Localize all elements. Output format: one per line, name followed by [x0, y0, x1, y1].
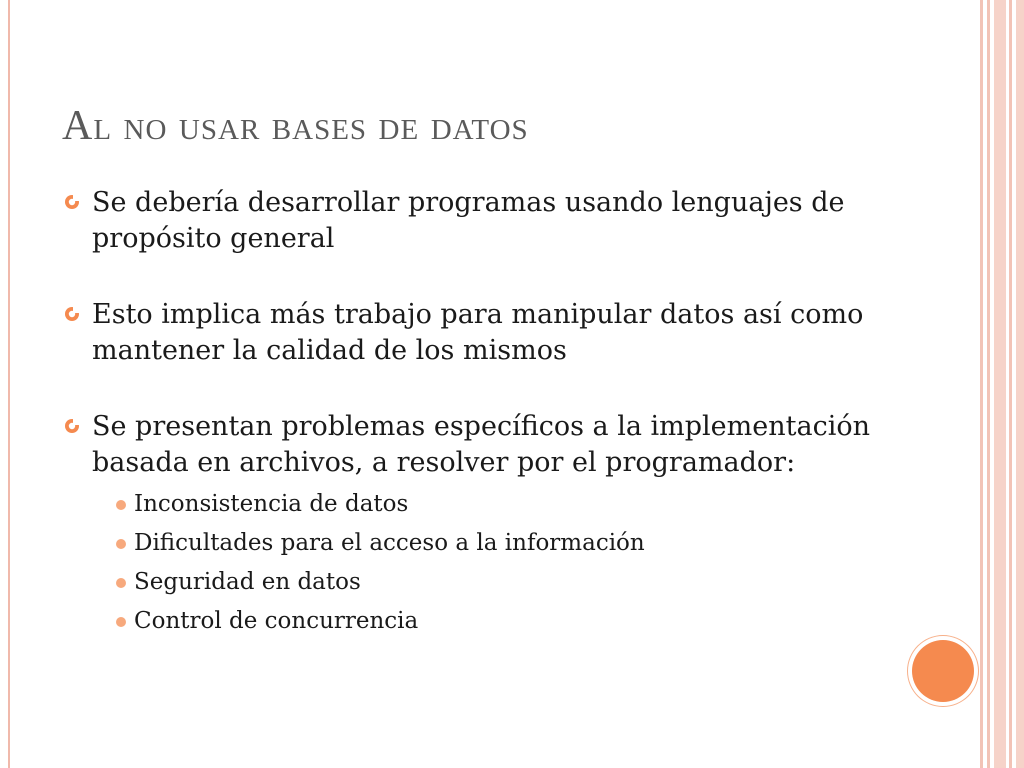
sub-list-item: [104, 563, 882, 602]
dot-bullet-icon: [116, 500, 126, 510]
sub-list-item: [104, 524, 882, 563]
bullet-item: [62, 297, 882, 369]
bullet-text: Esto implica más trabajo para manipular datos así como mantener la calidad de los mismos: [92, 299, 864, 366]
ring-bullet-icon: [64, 194, 80, 210]
sub-item-text: Dificultades para el acceso a la información: [134, 530, 645, 556]
slide-title: Al no usar bases de datos: [62, 103, 529, 149]
ring-bullet-icon: [64, 418, 80, 434]
stripe: [1009, 0, 1012, 768]
slide-content: [62, 185, 882, 641]
dot-bullet-icon: [116, 617, 126, 627]
stripe: [1016, 0, 1024, 768]
left-frame-line: [8, 0, 10, 768]
stripe: [994, 0, 1006, 768]
bullet-item: [62, 185, 882, 257]
dot-bullet-icon: [116, 539, 126, 549]
sub-item-text: Seguridad en datos: [134, 569, 361, 595]
dot-bullet-icon: [116, 578, 126, 588]
bullet-item: [62, 409, 882, 641]
bullet-text: Se presentan problemas específicos a la implementación basada en archivos, a resolver por el programador:: [92, 411, 870, 478]
sub-item-text: Control de concurrencia: [134, 608, 419, 634]
stripe: [987, 0, 990, 768]
sub-item-text: Inconsistencia de datos: [134, 491, 409, 517]
sub-list: [92, 485, 882, 641]
right-decorative-stripes: [980, 0, 1024, 768]
stripe: [980, 0, 983, 768]
bullet-text: Se debería desarrollar programas usando lenguajes de propósito general: [92, 187, 845, 254]
ring-bullet-icon: [64, 306, 80, 322]
sub-list-item: [104, 485, 882, 524]
sub-list-item: [104, 602, 882, 641]
decorative-circle: [912, 640, 974, 702]
